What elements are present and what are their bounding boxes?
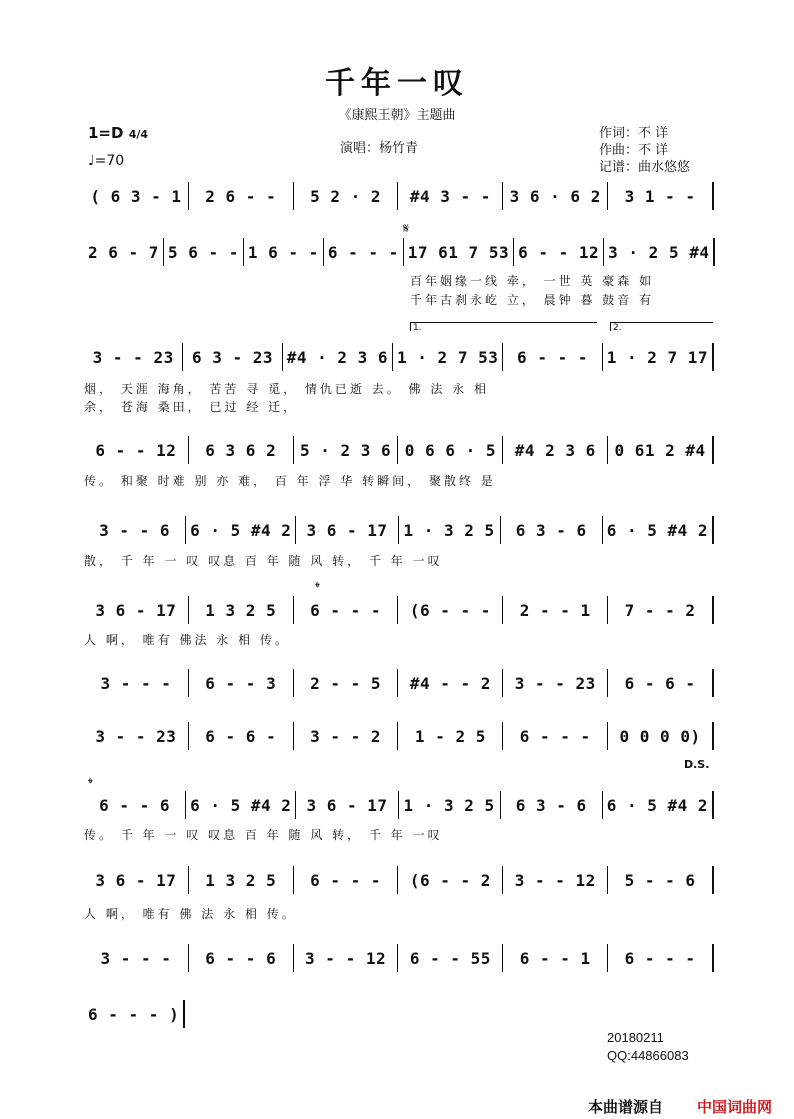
measure: 6 - - - [608, 944, 714, 972]
measure: 3 6 - 17 [84, 866, 189, 894]
measure: (6 - - - [398, 596, 503, 624]
score-line [84, 596, 714, 636]
singer: 演唱：杨竹青 [340, 141, 419, 156]
measure: 3 6 - 17 [84, 596, 189, 624]
measure: 6 - 6 - [189, 722, 294, 750]
score-line [84, 722, 714, 762]
lyric-line: 人 啊， 唯有 佛法 永 相 传。 [84, 633, 290, 647]
measure: 2 - - 1 [503, 596, 608, 624]
measure: 6 - - 6 [84, 791, 186, 819]
measure: 6 - - - [294, 596, 399, 624]
lyric-line: 传。 和聚 时难 别 亦 难， 百 年 浮 华 转瞬间， 聚散终 是 [84, 474, 496, 488]
measure: 2 - - 5 [294, 669, 399, 697]
coda-mark: 𝄌 [315, 580, 320, 596]
measure: 1 · 2 7 17 [603, 343, 714, 371]
measure: 0 0 0 0) [608, 722, 714, 750]
measure: #4 3 - - [398, 182, 503, 210]
ds-mark: D.S. [684, 758, 710, 771]
measure: 2 6 - 7 [84, 238, 164, 266]
lyricist: 作词：不 详 [599, 126, 669, 141]
measure: 6 3 6 2 [189, 436, 294, 464]
measure: 0 6 6 · 5 [398, 436, 503, 464]
measure: 1 3 2 5 [189, 866, 294, 894]
measure: 6 3 - 23 [183, 343, 282, 371]
measure: 6 - - 6 [189, 944, 294, 972]
song-subtitle: 《康熙王朝》主题曲 [338, 108, 456, 123]
coda-mark: 𝄌 [88, 776, 93, 792]
measure: 3 6 - 17 [296, 516, 398, 544]
score-line [84, 436, 714, 476]
measure: 5 · 2 3 6 [294, 436, 399, 464]
measure: 7 - - 2 [608, 596, 714, 624]
measure: 6 - 6 - [608, 669, 714, 697]
measure: 6 3 - 6 [501, 791, 603, 819]
qq-contact: QQ:44866083 [607, 1048, 689, 1063]
measure: 1 · 3 2 5 [399, 516, 501, 544]
measure: 6 · 5 #4 2 [186, 516, 296, 544]
measure: 1 · 3 2 5 [399, 791, 501, 819]
lyric-line: 传。 千 年 一 叹 叹息 百 年 随 风 转， 千 年 一叹 [84, 828, 443, 842]
measure: 3 - - - [84, 669, 189, 697]
measure: 5 - - 6 [608, 866, 714, 894]
measure: 6 - - 1 [503, 944, 608, 972]
score-line [84, 944, 714, 984]
score-line [84, 791, 714, 831]
lyric-line: 千年古刹永屹 立， 晨钟 暮 鼓音 有 [410, 293, 655, 307]
lyric-line: 百年姻缘一线 牵， 一世 英 豪森 如 [410, 274, 655, 288]
site-link[interactable]: 中国词曲网 [697, 1098, 773, 1116]
measure: 6 - - 12 [514, 238, 604, 266]
measure: 6 - - - [324, 238, 404, 266]
measure: 0 61 2 #4 [608, 436, 714, 464]
time-signature: 4/4 [128, 128, 149, 141]
score-line [84, 343, 714, 383]
volta-1: 1. [410, 322, 597, 331]
measure: ( 6 3 - 1 [84, 182, 189, 210]
measure: 1 - 2 5 [398, 722, 503, 750]
score-line [84, 866, 714, 906]
measure: 6 - - - [503, 722, 608, 750]
measure: 1 3 2 5 [189, 596, 294, 624]
measure: 3 6 - 17 [296, 791, 398, 819]
measure: 3 - - 12 [294, 944, 399, 972]
tempo-mark: ♩=70 [88, 153, 125, 169]
key-text: 1=D [88, 124, 124, 142]
measure: 1 6 - - [244, 238, 324, 266]
measure: 5 6 - - [164, 238, 244, 266]
measure: 6 - - 55 [398, 944, 503, 972]
lyric-line: 烟， 天涯 海角， 苦苦 寻 觅， 情仇已逝 去。 佛 法 永 相 [84, 382, 489, 396]
measure: (6 - - 2 [398, 866, 503, 894]
measure: 6 - - 3 [189, 669, 294, 697]
source-label: 本曲谱源自 [588, 1098, 664, 1116]
measure: #4 · 2 3 6 [283, 343, 393, 371]
measure: 3 - - 2 [294, 722, 399, 750]
measure: 6 - - - ) [84, 1000, 185, 1028]
credits [599, 125, 690, 176]
measure: 6 - - - [503, 343, 602, 371]
lyric-line: 余， 苍海 桑田， 已过 经 迁， [84, 400, 299, 414]
song-title: 千年一叹 [325, 66, 469, 101]
date: 20180211 [607, 1030, 664, 1045]
measure: 3 - - 6 [84, 516, 186, 544]
measure: 3 - - 23 [84, 343, 183, 371]
lyric-line: 散， 千 年 一 叹 叹息 百 年 随 风 转， 千 年 一叹 [84, 554, 443, 568]
measure: 1 · 2 7 53 [393, 343, 503, 371]
measure: 3 - - - [84, 944, 189, 972]
volta-2: 2. [610, 322, 713, 331]
measure: 6 · 5 #4 2 [603, 791, 714, 819]
measure: 6 - - 12 [84, 436, 189, 464]
segno-mark: 𝄋 [403, 221, 410, 237]
measure: 3 - - 23 [503, 669, 608, 697]
score-line [84, 516, 714, 556]
measure: 17 61 7 53 [404, 238, 514, 266]
key-signature [88, 124, 148, 142]
measure: 6 · 5 #4 2 [186, 791, 296, 819]
measure: 5 2 · 2 [294, 182, 399, 210]
measure: 3 - - 23 [84, 722, 189, 750]
lyric-line: 人 啊， 唯有 佛 法 永 相 传。 [84, 907, 297, 921]
measure: 3 · 2 5 #4 [604, 238, 715, 266]
measure: 3 1 - - [608, 182, 714, 210]
measure: 3 - - 12 [503, 866, 608, 894]
measure: 6 · 5 #4 2 [603, 516, 714, 544]
measure: #4 2 3 6 [503, 436, 608, 464]
score-line [84, 182, 714, 222]
measure: #4 - - 2 [398, 669, 503, 697]
transcriber: 记谱：曲水悠悠 [599, 160, 691, 175]
measure: 6 3 - 6 [501, 516, 603, 544]
score-line [84, 669, 714, 709]
measure: 6 - - - [294, 866, 399, 894]
measure: 3 6 · 6 2 [503, 182, 608, 210]
measure: 2 6 - - [189, 182, 294, 210]
composer: 作曲：不 详 [599, 143, 669, 158]
